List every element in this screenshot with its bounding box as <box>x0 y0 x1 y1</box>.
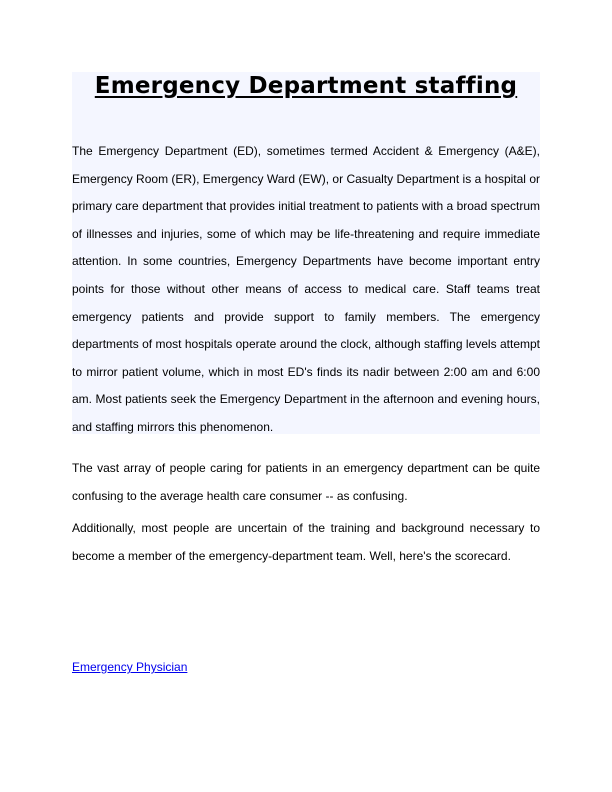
intro-paragraph: The Emergency Department (ED), sometimes termed Accident & Emergency (A&E), Emergency Room (ER), Emergency Ward (EW), or Casualty Department is a hospital or primary care department that provides initial treatment to patients with a broad spectrum of illnesses and injuries, some of which may be life-threatening and require immediate attention. In some countries, Emergency Departments have become important entry points for those without other means of access to medical care. Staff teams treat emergency patients and provide support to family members. The emergency departments of most hospitals operate around the clock, although staffing levels attempt to mirror patient volume, which in most ED's finds its nadir between 2:00 am and 6:00 am. Most patients seek the Emergency Department in the afternoon and evening hours, and staffing mirrors this phenomenon. <box>72 144 540 434</box>
page-title: Emergency Department staffing <box>94 73 518 99</box>
staff-confusion-paragraph: The vast array of people caring for patients in an emergency department can be quite confusing to the average health care consumer -- as confusing. <box>72 461 540 503</box>
scorecard-paragraph: Additionally, most people are uncertain of the training and background necessary to become a member of the emergency-department team. Well, here's the scorecard. <box>72 521 540 563</box>
emergency-physician-link[interactable]: Emergency Physician <box>72 660 188 674</box>
